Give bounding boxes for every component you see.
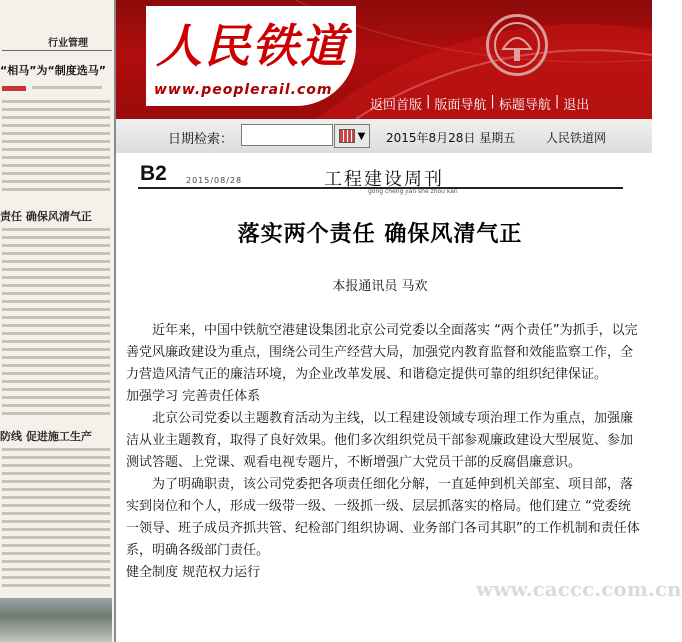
strip-text-line (2, 560, 110, 563)
article-subheading: 健全制度 规范权力运行 (126, 565, 261, 580)
strip-text-line (2, 156, 110, 159)
strip-text-line (2, 140, 110, 143)
site-logo[interactable]: 人民铁道 (156, 19, 348, 73)
strip-text-line (2, 244, 110, 247)
strip-text-line (2, 180, 110, 183)
strip-text-line (2, 552, 110, 555)
strip-text-line (2, 276, 110, 279)
nav-separator: | (554, 94, 560, 109)
strip-text-line (2, 332, 110, 335)
nav-exit-button[interactable]: 退出 (563, 98, 590, 113)
strip-text-line (2, 148, 110, 151)
strip-rule (2, 50, 112, 51)
strip-text-line (2, 100, 110, 103)
strip-text-line (2, 124, 110, 127)
strip-text-line (2, 292, 110, 295)
strip-text-line (2, 132, 110, 135)
article-paragraph: 为了明确职责，该公司党委把各项责任细化分解，一直延伸到机关部室、项目部，落实到岗位和个人，形成一级带一级、一级抓一级、层层抓落实的格局。他们建立 “党委统一领导、班子成员齐抓共管、纪检部门组织协调、业务部门各司其职”的工作机制和责任体系，明确各级部门责任。 (126, 477, 640, 558)
strip-text-line (32, 86, 102, 89)
top-navigation (370, 94, 589, 113)
site-header (116, 0, 652, 119)
strip-text-line (2, 116, 110, 119)
strip-section-label: 行业管理 (48, 38, 88, 49)
strip-heading-2[interactable]: 责任 确保风清气正 (0, 210, 92, 223)
section-pinyin: gong cheng jian she zhou kan (368, 188, 458, 195)
strip-text-line (2, 488, 110, 491)
strip-text-line (2, 316, 110, 319)
current-date: 2015年8月28日 星期五 (386, 131, 516, 145)
section-title: 工程建设周刊 (324, 169, 444, 190)
site-watermark: www.caccc.com.cn (476, 577, 682, 601)
page-date: 2015/08/28 (186, 176, 243, 185)
calendar-picker-button[interactable] (334, 124, 370, 148)
newspaper-page-thumbnail[interactable] (0, 0, 116, 642)
strip-text-line (2, 268, 110, 271)
strip-text-line (2, 284, 110, 287)
strip-text-line (2, 464, 110, 467)
strip-text-line (2, 260, 110, 263)
strip-text-line (2, 568, 110, 571)
article-headline: 落实两个责任 确保风清气正 (237, 222, 523, 247)
strip-text-line (2, 504, 110, 507)
article-content (116, 195, 682, 642)
site-name-link[interactable]: 人民铁道网 (546, 131, 607, 145)
strip-text-line (2, 300, 110, 303)
site-url: www.peoplerail.com (154, 82, 333, 98)
strip-text-line (2, 480, 110, 483)
strip-text-line (2, 536, 110, 539)
article-body (126, 320, 640, 584)
nav-separator: | (490, 94, 495, 109)
strip-text-line (2, 364, 110, 367)
strip-text-line (2, 496, 110, 499)
strip-text-line (2, 236, 110, 239)
strip-text-line (2, 324, 110, 327)
article-paragraph: 近年来，中国中铁航空港建设集团北京公司党委以全面落实 “两个责任”为抓手，以完善党风廉政建设为重点，围绕公司生产经营大局，加强党内教育监督和效能监察工作，全力营造风清气正的廉洁环境，为企业改革发展、和谐稳定提供可靠的组织纪律保证。 (126, 323, 638, 382)
strip-text-line (2, 456, 110, 459)
strip-text-line (2, 448, 110, 451)
strip-text-line (2, 252, 110, 255)
strip-mark (2, 86, 26, 91)
strip-photo (0, 598, 112, 642)
nav-home-button[interactable]: 返回首版 (370, 98, 423, 113)
strip-text-line (2, 396, 110, 399)
strip-text-line (2, 340, 110, 343)
strip-text-line (2, 520, 110, 523)
strip-text-line (2, 512, 110, 515)
strip-text-line (2, 380, 110, 383)
nav-separator: | (426, 94, 431, 109)
strip-text-line (2, 412, 110, 415)
strip-text-line (2, 188, 110, 191)
strip-text-line (2, 356, 110, 359)
strip-text-line (2, 172, 110, 175)
strip-text-line (2, 348, 110, 351)
strip-text-line (2, 308, 110, 311)
strip-text-line (2, 576, 110, 579)
article-subheading: 加强学习 完善责任体系 (126, 389, 261, 404)
page-number: B2 (140, 162, 167, 185)
article-paragraph: 北京公司党委以主题教育活动为主线，以工程建设领域专项治理工作为重点，加强廉洁从业主题教育，取得了良好效果。他们多次组织党员干部参观廉政建设大型展览、参加测试答题、上党课、观看电视专题片，不断增强广大党员干部的反腐倡廉意识。 (126, 411, 634, 470)
page-header-band (116, 153, 652, 197)
strip-text-line (2, 228, 110, 231)
strip-text-line (2, 544, 110, 547)
strip-heading-1[interactable]: “相马”为“制度选马” (0, 64, 106, 77)
strip-text-line (2, 472, 110, 475)
calendar-icon (339, 129, 355, 143)
chevron-down-icon: ▼ (357, 130, 366, 142)
article-byline: 本报通讯员 马欢 (332, 279, 428, 294)
strip-text-line (2, 372, 110, 375)
date-search-bar (116, 119, 652, 154)
strip-text-line (2, 108, 110, 111)
strip-text-line (2, 528, 110, 531)
nav-title-nav-button[interactable]: 标题导航 (498, 98, 551, 113)
nav-page-nav-button[interactable]: 版面导航 (434, 98, 487, 113)
railway-emblem-icon (486, 14, 548, 76)
strip-heading-3[interactable]: 防线 促进施工生产 (0, 430, 92, 443)
date-search-label: 日期检索： (168, 132, 234, 147)
strip-text-line (2, 584, 110, 587)
strip-text-line (2, 404, 110, 407)
strip-text-line (2, 388, 110, 391)
date-search-input[interactable] (241, 124, 333, 146)
strip-text-line (2, 164, 110, 167)
